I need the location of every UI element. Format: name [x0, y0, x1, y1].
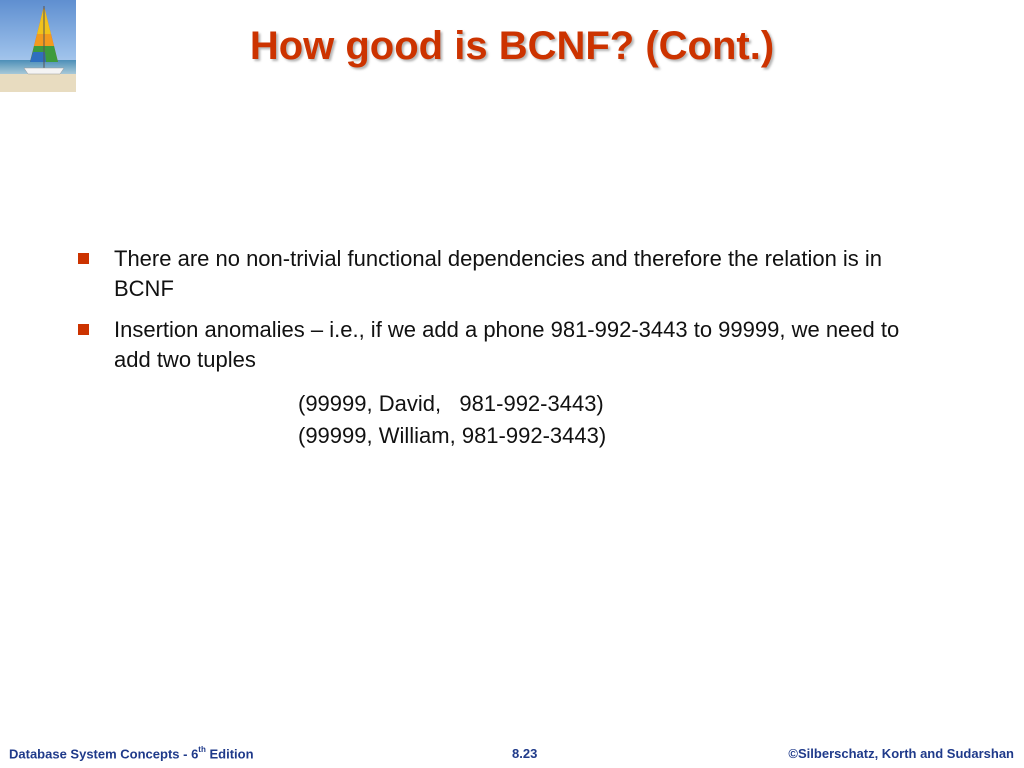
- footer-book-title-text: Database System Concepts - 6: [9, 746, 199, 762]
- footer-edition-text: Edition: [205, 746, 254, 762]
- square-bullet-icon: [78, 324, 89, 335]
- bullet-text: Insertion anomalies – i.e., if we add a phone 981-992-3443 to 99999, we need to add two tuples: [114, 317, 900, 372]
- bullet-item: [78, 315, 918, 375]
- footer: [0, 744, 1024, 764]
- page-number: 8.23: [512, 746, 538, 761]
- bullet-text: There are no non-trivial functional dependencies and therefore the relation is in BCNF: [114, 246, 883, 301]
- footer-book-title: [9, 746, 254, 761]
- square-bullet-icon: [78, 253, 89, 264]
- bullet-list: [78, 244, 918, 386]
- tuple-row: (99999, William, 981-992-3443): [298, 423, 607, 448]
- footer-edition-superscript: th: [198, 745, 206, 754]
- slide-title: How good is BCNF? (Cont.): [249, 24, 775, 68]
- tuple-list: [298, 388, 606, 452]
- footer-copyright: ©Silberschatz, Korth and Sudarshan: [788, 746, 1014, 761]
- bullet-item: [78, 244, 918, 304]
- tuple-row: (99999, David, 981-992-3443): [298, 391, 604, 416]
